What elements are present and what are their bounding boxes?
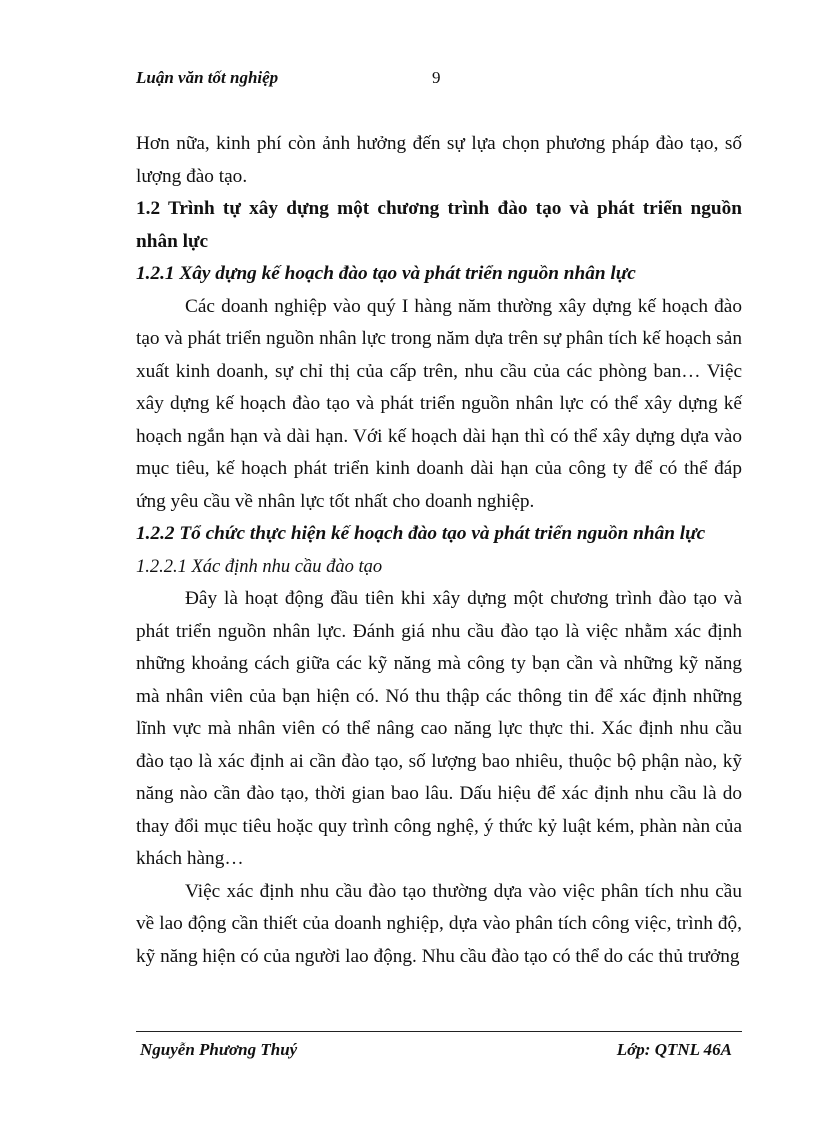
page-body bbox=[136, 128, 742, 973]
paragraph-planning: Các doanh nghiệp vào quý I hàng năm thường xây dựng kế hoạch đào tạo và phát triển nguồn nhân lực trong năm dựa trên sự phân tích kế hoạch sản xuất kinh doanh, sự chỉ thị của cấp trên, nhu cầu của các phòng ban… Việc xây dựng kế hoạch đào tạo và phát triển nguồn nhân lực có thể xây dựng kế hoạch ngắn hạn và dài hạn. Với kế hoạch dài hạn thì có thể xây dựng dựa vào mục tiêu, kế hoạch phát triển kinh doanh dài hạn của công ty để có thể đáp ứng yêu cầu về nhân lực tốt nhất cho doanh nghiệp. bbox=[136, 295, 742, 512]
heading-1-2: 1.2 Trình tự xây dựng một chương trình đào tạo và phát triển nguồn nhân lực bbox=[136, 198, 742, 252]
footer-class: Lớp: QTNL 46A bbox=[616, 1040, 732, 1059]
page-header bbox=[136, 68, 742, 92]
paragraph-funding: Hơn nữa, kinh phí còn ảnh hưởng đến sự lựa chọn phương pháp đào tạo, số lượng đào tạo. bbox=[136, 133, 742, 187]
paragraph-needs-assessment: Đây là hoạt động đầu tiên khi xây dựng một chương trình đào tạo và phát triển nguồn nhân lực. Đánh giá nhu cầu đào tạo là việc nhằm xác định những khoảng cách giữa các kỹ năng mà công ty bạn cần và những kỹ năng mà nhân viên của bạn hiện có. Nó thu thập các thông tin để xác định những lĩnh vực mà nhân viên có thể nâng cao năng lực thực thi. Xác định nhu cầu đào tạo là xác định ai cần đào tạo, số lượng bao nhiêu, thuộc bộ phận nào, kỹ năng nào cần đào tạo, thời gian bao lâu. Dấu hiệu để xác định nhu cầu là do thay đổi mục tiêu hoặc quy trình công nghệ, ý thức kỷ luật kém, phàn nàn của khách hàng… bbox=[136, 588, 742, 869]
heading-1-2-2: 1.2.2 Tổ chức thực hiện kế hoạch đào tạo và phát triển nguồn nhân lực bbox=[136, 523, 706, 544]
heading-1-2-1: 1.2.1 Xây dựng kế hoạch đào tạo và phát triển nguồn nhân lực bbox=[136, 263, 636, 284]
paragraph-needs-analysis: Việc xác định nhu cầu đào tạo thường dựa vào việc phân tích nhu cầu về lao động cần thiết của doanh nghiệp, dựa vào phân tích công việc, trình độ, kỹ năng hiện có của người lao động. Nhu cầu đào tạo có thể do các thủ trưởng bbox=[136, 880, 742, 967]
footer-author: Nguyễn Phương Thuý bbox=[140, 1040, 298, 1059]
page-number: 9 bbox=[432, 68, 441, 87]
heading-1-2-2-1: 1.2.2.1 Xác định nhu cầu đào tạo bbox=[136, 556, 383, 577]
header-title: Luận văn tốt nghiệp bbox=[136, 68, 279, 87]
footer-divider bbox=[136, 1031, 742, 1032]
